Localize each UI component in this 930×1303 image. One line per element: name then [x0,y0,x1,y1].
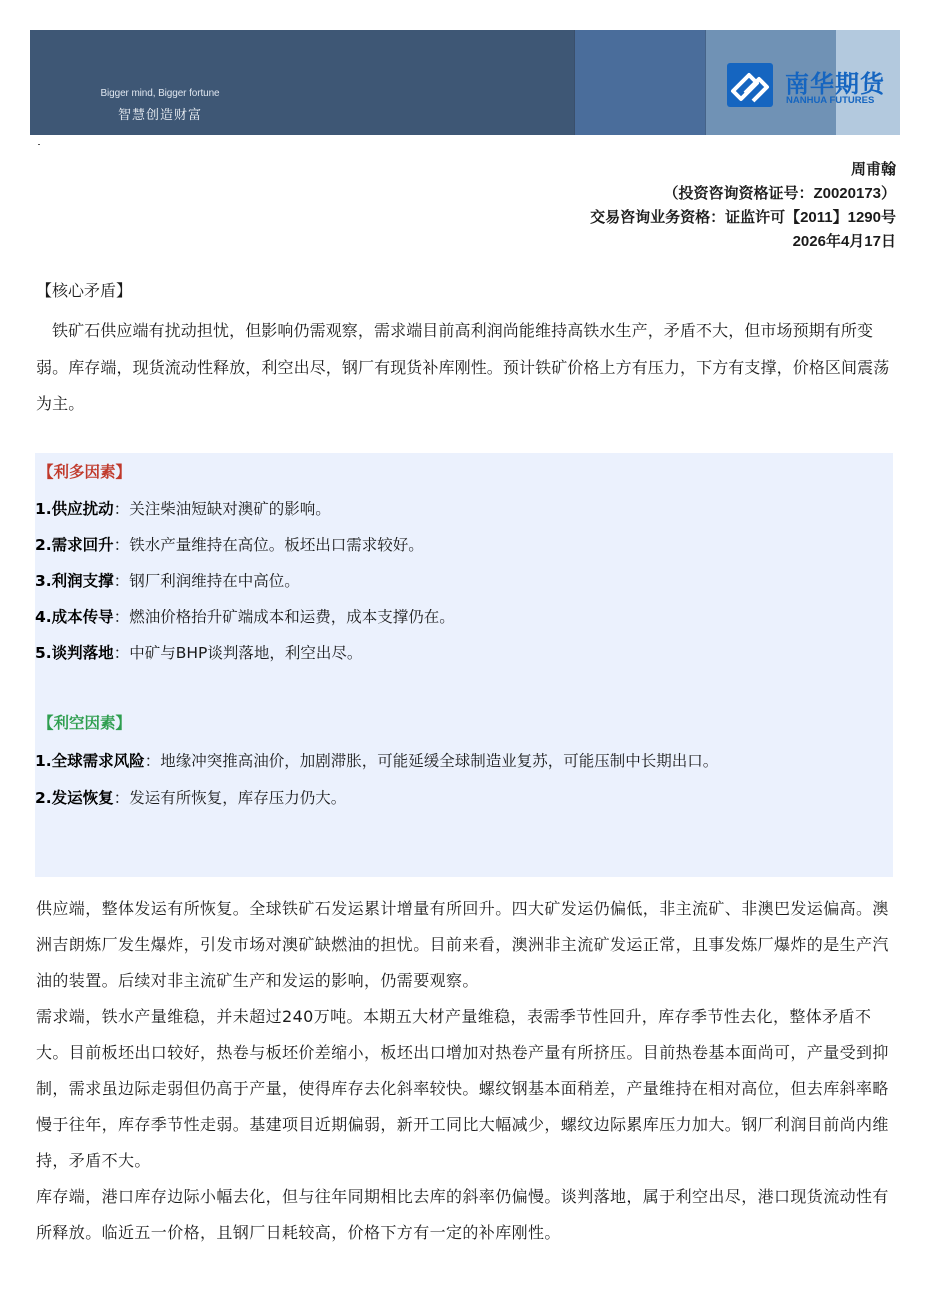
bullish-title: 【利多因素】 [38,463,132,481]
nanhua-logo-icon [727,63,773,107]
bullish-item: 2.需求回升：铁水产量维持在高位。板坯出口需求较好。 [35,536,424,554]
demand-paragraph: 需求端，铁水产量维稳，并未超过240万吨。本期五大材产量维稳，表需季节性回升，库存季节性去化，整体矛盾不大。目前板坯出口较好，热卷与板坯价差缩小，板坯出口增加对热卷产量有所挤压。目前热卷基本面尚可，产量受到抑制，需求虽边际走弱但仍高于产量，使得库存去化斜率较快。螺纹钢基本面稍差，产量维持在相对高位，但去库斜率略慢于往年，库存季节性走弱。基建项目近期偏弱，新开工同比大幅减少，螺纹边际累库压力加大。钢厂利润目前尚内维持，矛盾不大。 [36,1007,889,1170]
logo-wordmark-en: NANHUA FUTURES [786,95,875,106]
supply-paragraph: 供应端，整体发运有所恢复。全球铁矿石发运累计增量有所回升。四大矿发运仍偏低，非主流矿、非澳巴发运偏高。澳洲吉朗炼厂发生爆炸，引发市场对澳矿缺燃油的担忧。目前来看，澳洲非主流矿发运正常，且事发炼厂爆炸的是生产汽油的装置。后续对非主流矿生产和发运的影响，仍需要观察。 [36,899,889,990]
bullish-item: 4.成本传导：燃油价格抬升矿端成本和运费，成本支撑仍在。 [35,608,455,626]
report-date: 2026年4月17日 [792,233,896,250]
bullish-item: 5.谈判落地：中矿与BHP谈判落地，利空出尽。 [35,644,363,662]
factors-panel [35,453,893,877]
banner-stripe [575,30,706,135]
slogan-chinese: 智慧创造财富 [117,108,202,123]
author-name: 周甫翰 [850,161,896,178]
bearish-item: 1.全球需求风险：地缘冲突推高油价，加剧滞胀，可能延缓全球制造业复苏，可能压制中长期出口。 [35,752,719,770]
slogan-english: Bigger mind, Bigger fortune [100,88,220,99]
header-banner [30,30,900,135]
bearish-item: 2.发运恢复：发运有所恢复，库存压力仍大。 [35,789,347,807]
author-block [590,158,896,254]
bearish-title: 【利空因素】 [38,714,132,732]
author-license: （投资咨询资格证号：Z0020173） [663,185,896,202]
inventory-paragraph: 库存端，港口库存边际小幅去化，但与往年同期相比去库的斜率仍偏慢。谈判落地，属于利空出尽，港口现货流动性有所释放。临近五一价格，且钢厂日耗较高，价格下方有一定的补库刚性。 [36,1187,889,1242]
core-title: 【核心矛盾】 [36,281,133,300]
author-qualification: 交易咨询业务资格：证监许可【2011】1290号 [590,209,896,226]
core-text: 铁矿石供应端有扰动担忧，但影响仍需观察，需求端目前高利润尚能维持高铁水生产，矛盾不大，但市场预期有所变弱。库存端，现货流动性释放，利空出尽，钢厂有现货补库刚性。预计铁矿价格上方有压力，下方有支撑，价格区间震荡为主。 [36,321,890,413]
bullish-item: 3.利润支撑：钢厂利润维持在中高位。 [35,572,300,590]
bullish-item: 1.供应扰动：关注柴油短缺对澳矿的影响。 [35,500,331,518]
core-section [36,279,892,423]
logo-wordmark-cn: 南华期货 [785,70,885,98]
analysis-body [36,891,896,1251]
divider-mark [38,144,40,145]
